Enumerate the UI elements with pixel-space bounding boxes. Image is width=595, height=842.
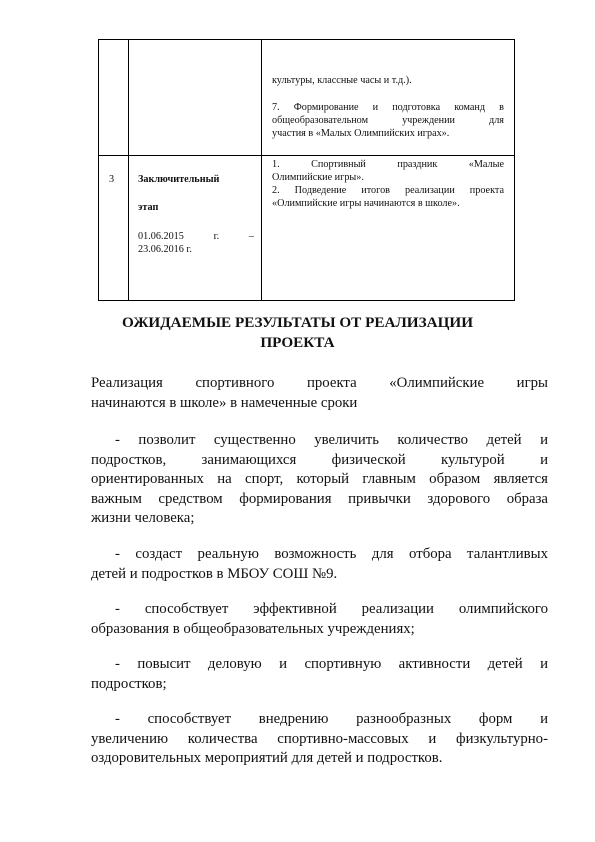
intro-paragraph: [91, 374, 548, 413]
result-paragraph: [91, 710, 548, 769]
table-border-left: [98, 39, 99, 301]
table-row-divider: [98, 155, 515, 156]
table-col-divider-2: [261, 39, 262, 301]
table-border-top: [98, 39, 515, 40]
table-cell-text: общеобразовательном учреждении для: [272, 115, 504, 126]
row-number: 3: [109, 174, 115, 185]
table-cell-text: 2. Подведение итогов реализации проекта: [272, 185, 504, 196]
text-line: - способствует эффективной реализации олимпийского: [115, 601, 548, 617]
text-line: важным средством формирования привычки здорового образа: [91, 490, 548, 507]
text-line: увеличению количества спортивно-массовых и физкультурно-: [91, 730, 548, 747]
text-line: - повысит деловую и спортивную активности детей и: [115, 656, 548, 672]
result-paragraph: [91, 545, 548, 584]
plan-table: [98, 39, 515, 301]
text-line: подростков;: [91, 675, 167, 692]
text-line: образования в общеобразовательных учреждениях;: [91, 620, 415, 637]
text-line: детей и подростков в МБОУ СОШ №9.: [91, 565, 338, 582]
text-line: оздоровительных мероприятий для детей и подростков.: [91, 750, 443, 766]
table-cell-text: участия в «Малых Олимпийских играх».: [272, 128, 450, 139]
section-heading: [60, 313, 535, 353]
text-line: начинаются в школе» в намеченные сроки: [91, 394, 358, 411]
text-line: подростков, занимающихся физической культурой и: [91, 451, 548, 468]
result-paragraph: [91, 600, 548, 639]
stage-dates: 23.06.2016 г.: [138, 244, 192, 255]
stage-name: этап: [138, 202, 159, 213]
result-paragraph: [91, 655, 548, 694]
text-line: - создаст реальную возможность для отбора талантливых: [115, 546, 548, 562]
table-cell-text: культуры, классные часы и т.д.).: [272, 75, 412, 86]
stage-dates: 01.06.2015 г. –: [138, 231, 254, 242]
table-border-right: [514, 39, 515, 301]
table-cell-text: «Олимпийские игры начинаются в школе».: [272, 198, 460, 209]
table-cell-text: 7. Формирование и подготовка команд в: [272, 102, 504, 113]
table-cell-text: 1. Спортивный праздник «Малые: [272, 159, 504, 170]
stage-name: Заключительный: [138, 174, 220, 185]
result-paragraph: [91, 431, 548, 529]
table-border-bottom: [98, 300, 515, 301]
text-line: - позволит существенно увеличить количество детей и: [115, 432, 548, 448]
text-line: ориентированных на спорт, который главным образом является: [91, 471, 548, 487]
text-line: - способствует внедрению разнообразных форм и: [115, 711, 548, 727]
text-line: Реализация спортивного проекта «Олимпийские игры: [91, 375, 548, 391]
table-col-divider-1: [128, 39, 129, 301]
text-line: жизни человека;: [91, 510, 195, 526]
heading-line: ПРОЕКТА: [260, 334, 335, 351]
table-cell-text: Олимпийские игры».: [272, 172, 364, 183]
heading-line: ОЖИДАЕМЫЕ РЕЗУЛЬТАТЫ ОТ РЕАЛИЗАЦИИ: [121, 314, 474, 331]
